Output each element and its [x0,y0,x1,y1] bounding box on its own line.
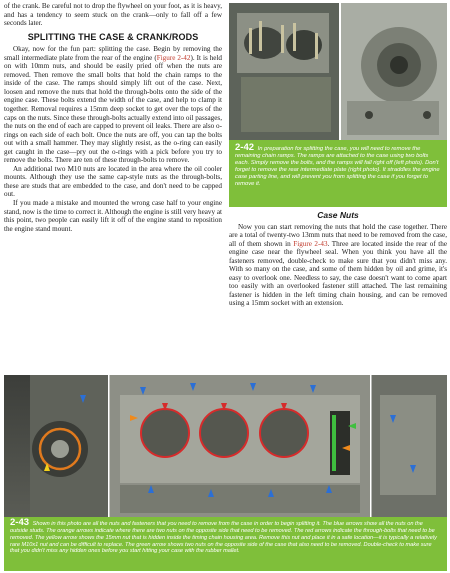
splitting-paragraph-3: If you made a mistake and mounted the wrong case half to your engine stand, now is the time to correct it. Although the engine is still very heavy at this point, two people can easily lift it off of the engine stand to reposition the engine stand mount. [4,199,222,233]
splitting-paragraph-1 [4,45,222,165]
case-nuts-paragraph [229,223,447,308]
p1-text-a: Okay, now for the fun part: splitting the case. Begin by removing the small intermediate plate from the rear of the engine ( [4,45,222,62]
figure-2-43-caption [4,517,447,571]
figure-2-43-inset-photo [4,375,32,517]
figure-2-42-caption [229,140,447,207]
case-nuts-text-b: . Three are located inside the rear of the engine case near the flywheel seal. When you think you have all the fasteners removed, double-check to make sure that you didn't miss any. With so many on the case, and some of them hidden by oil and grime, it's easy to overlook one. Needless to say, the case doesn't want to come apart too easily with an overlooked fastener still attached. The last remaining fastener is hidden in the left timing chain housing, and can be removed using a 15mm socket with an extension. [229,239,447,308]
splitting-paragraph-2: An additional two M10 nuts are located in the area where the oil cooler mounts. Although they use the same cap-style nuts as the through-bolts, these are studs that are embedded to the case, and don't need to be capped out. [4,164,222,199]
figure-2-42-link[interactable]: Figure 2-42 [156,53,191,62]
p1-text-b: ). It is held on with 10mm nuts, and should be easily pried off when the nuts are removed. Then remove the small bolts that hold the chain ramps to the inside of the case. The ramps should simply lift out of the case. Next, loosen and remove the nuts that hold the through-bolts onto the side of the engine case. These bolts extend the width of the case, and help to clamp it together. Removal requires a 15mm deep socket to get over the tops of the caps on the nuts. Since these through-bolts actually extend into oil passages, the nuts on the end of each are capped to prevent oil leaks. There are also o-rings on each side of each bolt. Once the nuts are off, you can tap the bolts out with a small hammer. They may slightly resist, as the o-ring can easily get caught in the case—pry out the o-rings with a pick before you try to remove the bolts. There are ten of these through-bolts to remove. [4,53,222,165]
right-text-column [229,209,447,369]
figure-2-42-text: In preparation for splitting the case, you will need to remove the remaining chain ramps. The ramps are attached to the case using two bolts each. Simply remove the bolts, and the ramps will fall right off (left photo). Don't forget to remove the rear intermediate plate (right photo). It straddles the engine case parting line, and will prevent you from splitting the case if you forget to remove it. [235,146,440,188]
figure-2-42-number: 2-42 [235,142,255,153]
case-nuts-heading: Case Nuts [317,210,359,220]
figure-2-43-text: Shown in this photo are all the nuts and fasteners that you need to remove from the case in order to begin splitting it. The blue arrows show all the nuts on the outside studs. The orange arrows indicate where there are two nuts on the opposite side that need to be removed. The red arrows indicate the through-bolts that need to be removed. The yellow arrow shows the 15mm nut that is hidden inside the timing chain housing area. Remove this nut and place it in a safe location—it is typically a relatively rare M10x1 nut and can be difficult to replace. The green arrow shows two nuts on the opposite side of the case that also need to be removed. Double-check to make sure that you didn't miss any hidden ones before you start hitting your case with the rubber mallet. [10,521,437,555]
figure-2-43-photo [30,375,447,517]
engine-case-arrows-illustration [30,375,447,517]
figure-2-42-photo [229,3,447,140]
figure-2-43-number: 2-43 [10,517,30,528]
intro-paragraph: of the crank. Be careful not to drop the flywheel on your foot, as it is heavy, and has a tendency to seem stuck on the crank—only to fall off a few seconds later. [4,2,222,28]
case-nuts-text-a: Now you can start removing the nuts that hold the case together. There are a total of twenty-two 13mm nuts that need to be removed from the case, all of them shown in [229,222,447,248]
engine-case-photo-illustration [229,3,447,140]
left-text-column [4,2,222,372]
section-heading: SPLITTING THE CASE & CRANK/RODS [27,31,199,42]
figure-2-43-link[interactable]: Figure 2-43 [293,239,328,248]
